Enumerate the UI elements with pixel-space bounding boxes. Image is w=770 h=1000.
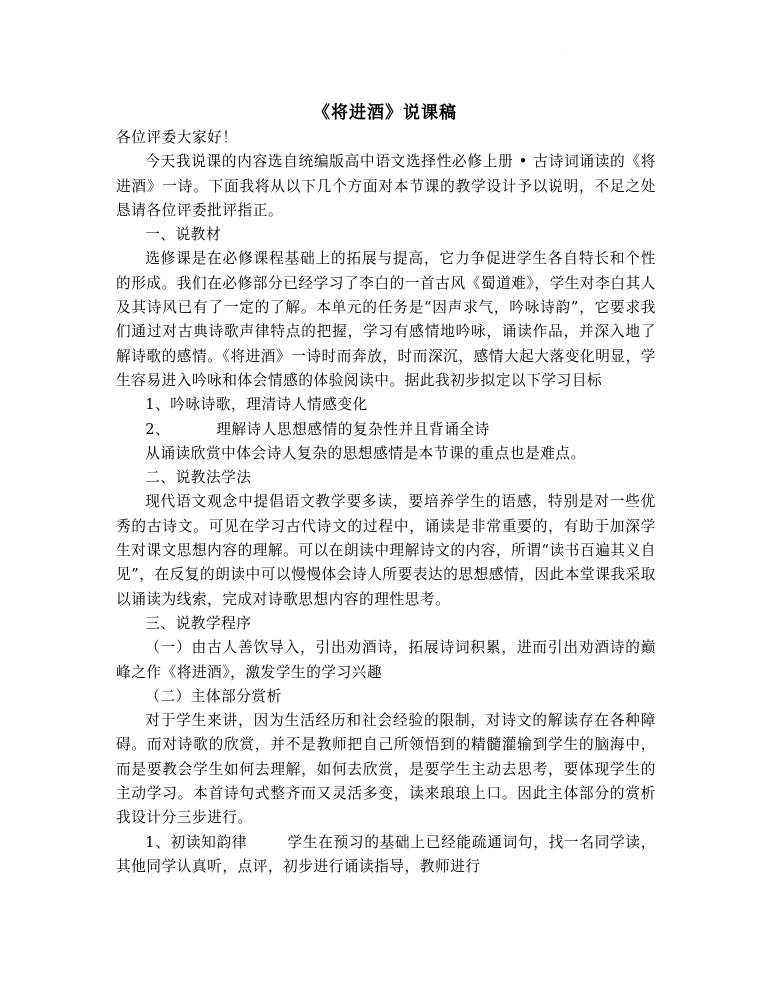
goal-number: 2、 <box>145 420 171 438</box>
goal-text: 理解诗人思想感情的复杂性并且背诵全诗 <box>216 420 490 438</box>
intro-paragraph: 今天我说课的内容选自统编版高中语文选择性必修上册 • 古诗词诵读的《将进酒》一诗。下面我将从以下几个方面对本节课的教学设计予以说明，不足之处恳请各位评委批评指正。 <box>116 153 656 219</box>
procedure-part-1: （一）由古人善饮导入，引出劝酒诗，拓展诗词积累，进而引出劝酒诗的巅峰之作《将进酒》，激发学生的学习兴趣 <box>116 639 656 681</box>
procedure-part-2-heading: （二）主体部分赏析 <box>145 687 282 705</box>
goal-number: 1、 <box>145 396 171 414</box>
section-heading-procedure: 三、说教学程序 <box>145 614 252 632</box>
document-body <box>116 126 656 879</box>
step-text: 学生在预习的基础上已经能疏通词句，找一名同学读，其他同学认真听，点评，初步进行诵读指导，教师进行 <box>116 833 656 875</box>
focus-paragraph: 从诵读欣赏中体会诗人复杂的思想感情是本节课的重点也是难点。 <box>145 444 586 462</box>
learning-goal-1 <box>116 393 656 417</box>
step-1-paragraph <box>116 831 656 880</box>
corner-mark: . <box>566 45 568 51</box>
textbook-paragraph: 选修课是在必修课程基础上的拓展与提高，它力争促进学生各自特长和个性的形成。我们在必修部分已经学习了李白的一首古风《蜀道难》，学生对李白其人及其诗风已有了一定的了解。本单元的任务是“因声求气，吟咏诗韵”，它要求我们通过对古典诗歌声律特点的把握，学习有感情地吟咏，诵读作品，并深入地了解诗歌的感情。《将进酒》一诗时而奔放，时而深沉，感情大起大落变化明显，学生容易进入吟咏和体会情感的体验阅读中。据此我初步拟定以下学习目标 <box>116 250 656 389</box>
document-title: 《将进酒》说课稿 <box>313 103 457 123</box>
section-heading-textbook: 一、说教材 <box>145 226 222 244</box>
salutation: 各位评委大家好！ <box>116 129 238 146</box>
methods-paragraph: 现代语文观念中提倡语文教学要多读，要培养学生的语感，特别是对一些优秀的古诗文。可见在学习古代诗文的过程中，诵读是非常重要的，有助于加深学生对课文思想内容的理解。可以在朗读中理解诗文的内容，所谓“读书百遍其义自见”，在反复的朗读中可以慢慢体会诗人所要表达的思想感情，因此本堂课我采取以诵读为线索，完成对诗歌思想内容的理性思考。 <box>116 493 656 608</box>
procedure-part-2-body: 对于学生来讲，因为生活经历和社会经验的限制，对诗文的解读存在各种障碍。而对诗歌的欣赏，并不是教师把自己所领悟到的精髓灌输到学生的脑海中，而是要教会学生如何去理解，如何去欣赏，是要学生主动去思考，要体现学生的主动学习。本首诗句式整齐而又灵活多变，读来琅琅上口。因此主体部分的赏析我设计分三步进行。 <box>116 712 656 827</box>
goal-text: 吟咏诗歌，理清诗人情感变化 <box>170 396 368 414</box>
section-heading-methods: 二、说教法学法 <box>145 469 252 487</box>
learning-goal-2 <box>116 418 656 442</box>
step-label: 1、初读知韵律 <box>145 833 248 851</box>
